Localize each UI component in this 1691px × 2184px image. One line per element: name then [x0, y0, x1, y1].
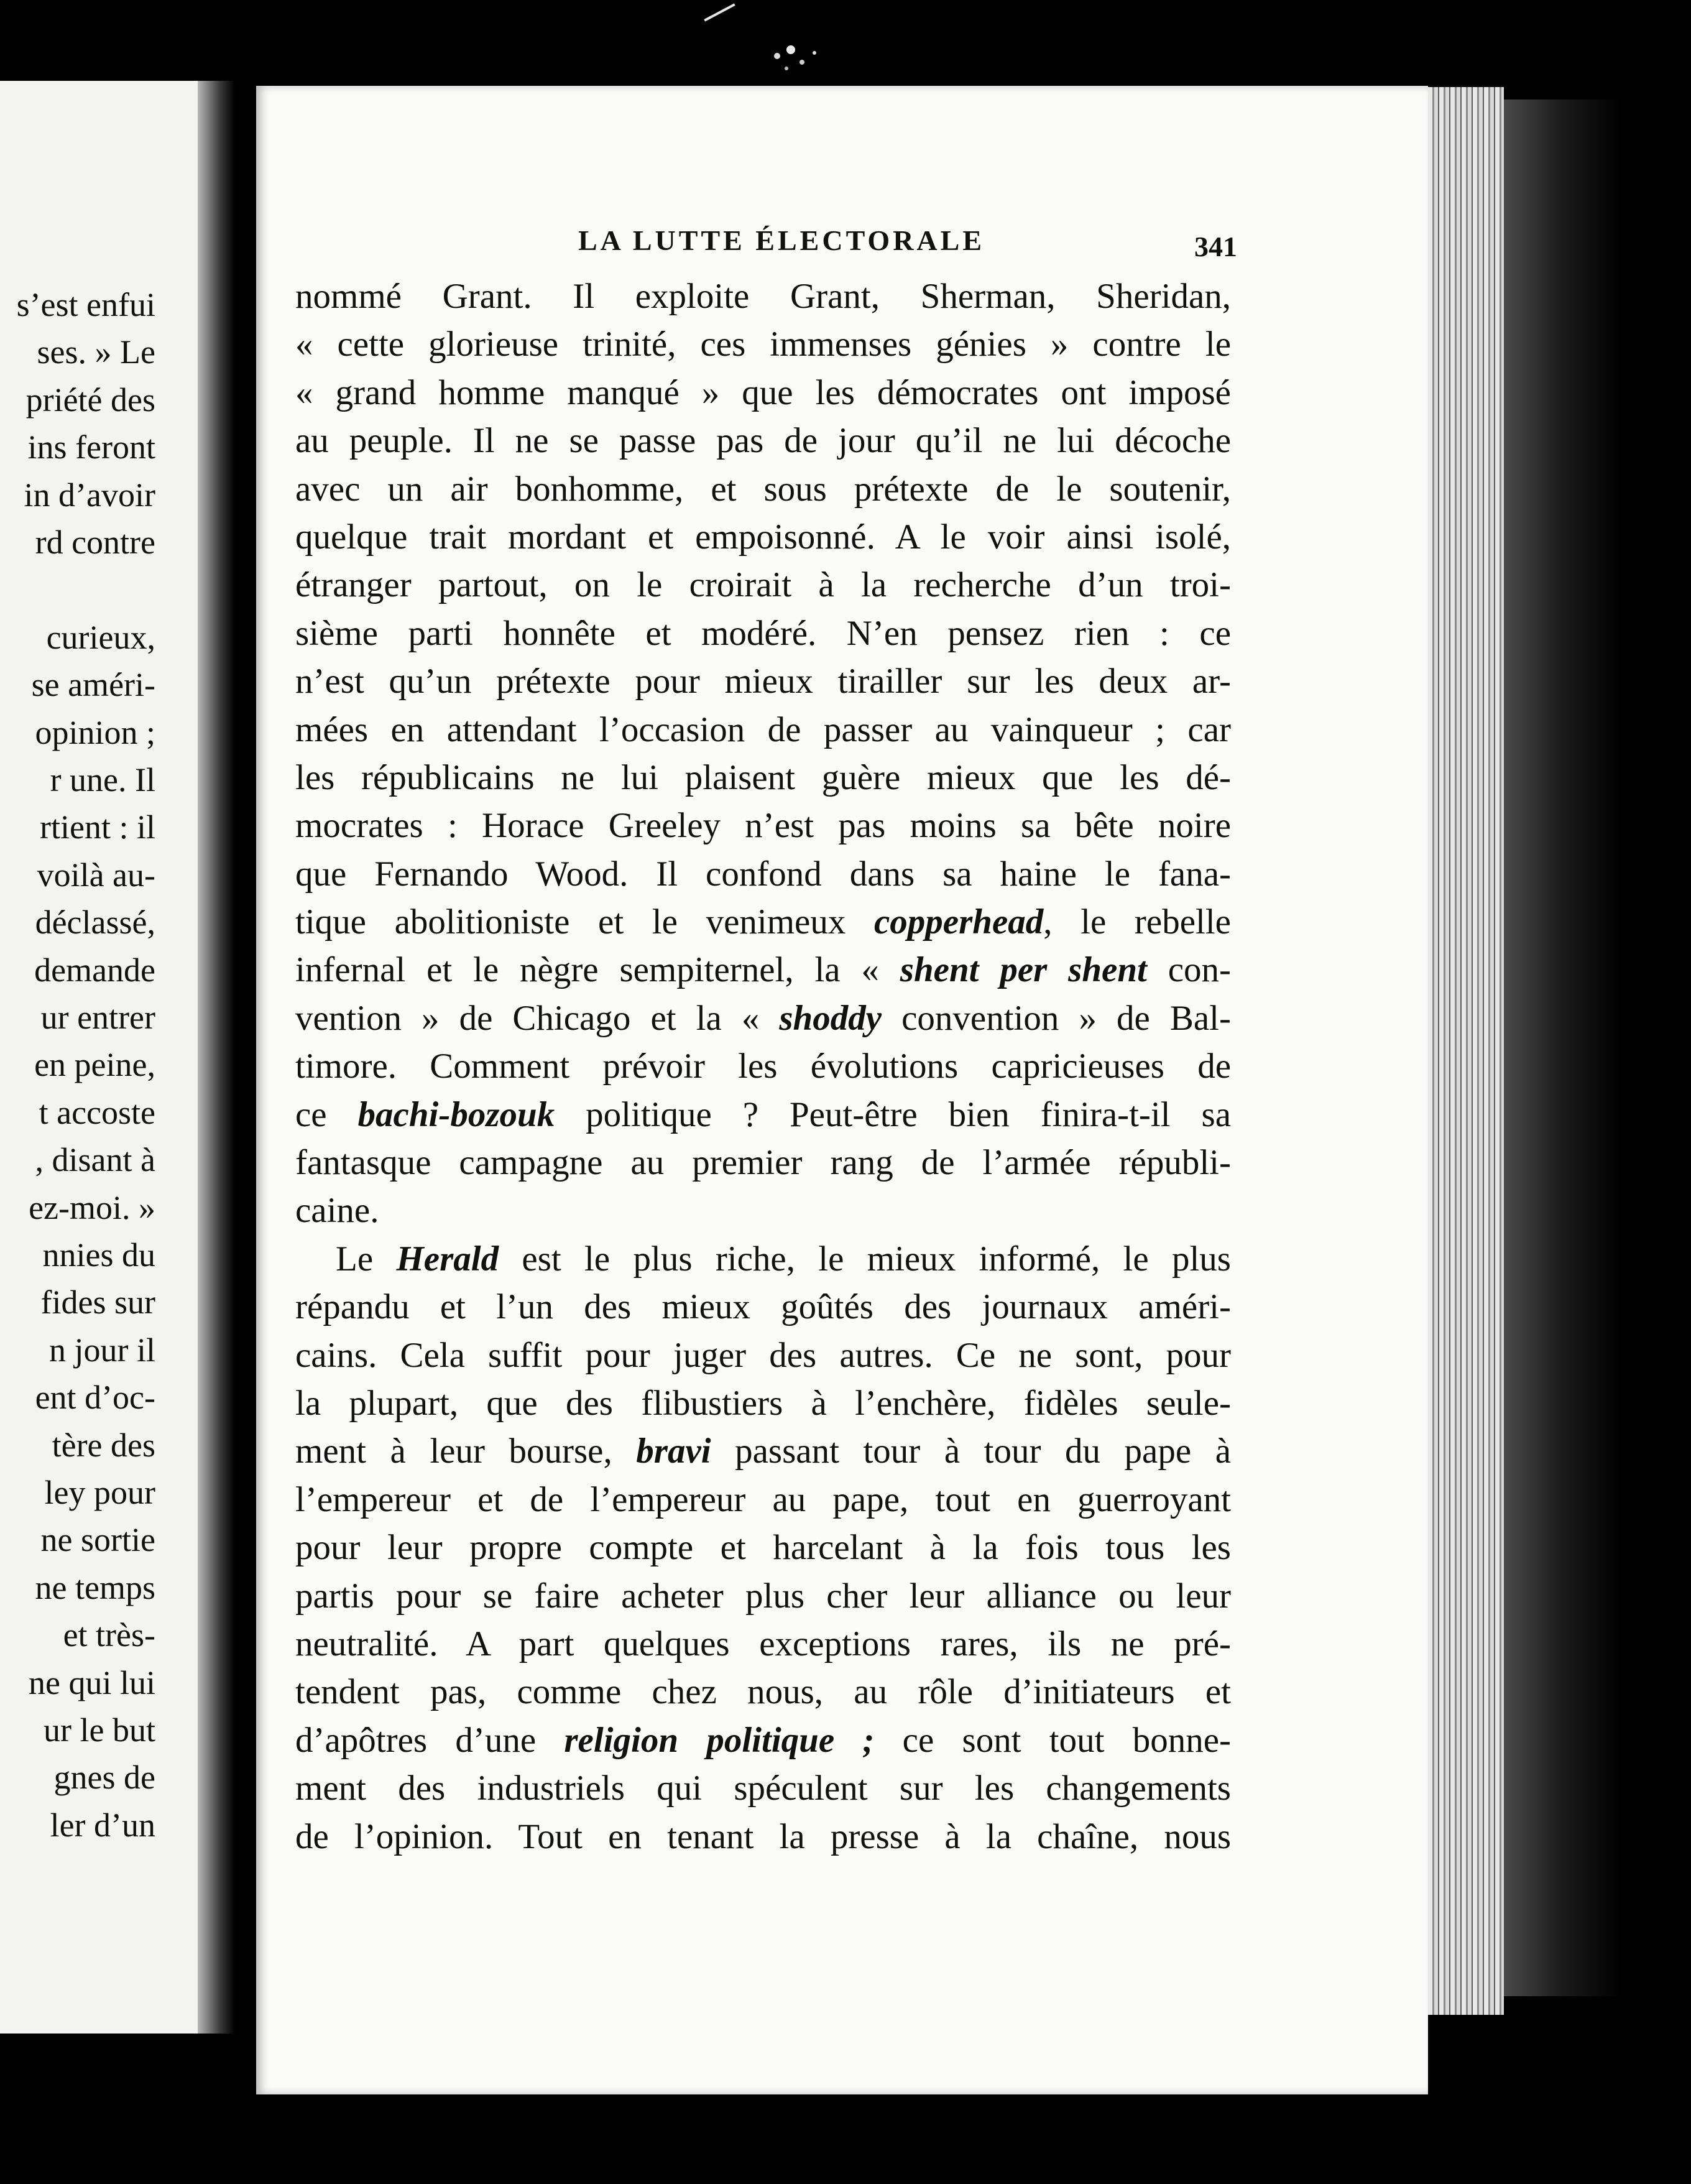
book-gutter	[198, 81, 235, 2034]
facing-page-fragment: opinion ;	[35, 713, 155, 751]
facing-page-fragment: in d’avoir	[24, 476, 155, 514]
text-line: tendent pas, comme chez nous, au rôle d’initiateurs et	[295, 1672, 1231, 1712]
text-line: « cette glorieuse trinité, ces immenses génies » contre le	[295, 325, 1231, 364]
text-line: timore. Comment prévoir les évolutions capricieuses de	[295, 1047, 1231, 1086]
facing-page-fragment: déclassé,	[35, 904, 155, 942]
text-line: au peuple. Il ne se passe pas de jour qu’il ne lui décoche	[295, 421, 1231, 461]
italic-term: Herald	[396, 1239, 499, 1279]
text-line: les républicains ne lui plaisent guère mieux que les dé-	[295, 757, 1231, 797]
italic-term: religion politique ;	[564, 1720, 875, 1760]
text-line: répandu et l’un des mieux goûtés des journaux améri-	[295, 1287, 1231, 1327]
text-line: ment à leur bourse, bravi passant tour à tour du pape à	[295, 1432, 1231, 1471]
text-line: nommé Grant. Il exploite Grant, Sherman, Sheridan,	[295, 277, 1231, 316]
text-line: neutralité. A part quelques exceptions rares, ils ne pré-	[295, 1624, 1231, 1663]
facing-page-fragment: ur le but	[44, 1711, 155, 1749]
text-line: ce bachi-bozouk politique ? Peut-être bien finira-t-il sa	[295, 1094, 1231, 1134]
text-line: « grand homme manqué » que les démocrates ont imposé	[295, 372, 1231, 412]
text-line: caine.	[295, 1191, 379, 1231]
italic-term: shent per shent	[900, 950, 1147, 990]
facing-page-fragment: s’est enfui	[16, 286, 155, 323]
facing-page-fragment: gnes de	[53, 1759, 155, 1797]
facing-page-fragment: t accoste	[39, 1093, 155, 1131]
facing-page-fragment: ins feront	[27, 428, 155, 466]
facing-page-fragment: ler d’un	[50, 1806, 155, 1844]
text-line: étranger partout, on le croirait à la recherche d’un troi-	[295, 565, 1231, 605]
text-line: n’est qu’un prétexte pour mieux tirailler sur les deux ar-	[295, 662, 1231, 701]
text-line: mées en attendant l’occasion de passer au vainqueur ; car	[295, 710, 1231, 749]
text-line: la plupart, que des flibustiers à l’enchère, fidèles seule-	[295, 1383, 1231, 1423]
facing-page-fragment: ley pour	[44, 1474, 155, 1511]
facing-page-fragment: ur entrer	[40, 999, 155, 1036]
facing-page-fragment: ne qui lui	[29, 1663, 155, 1701]
text-line: partis pour se faire acheter plus cher leur alliance ou leur	[295, 1576, 1231, 1616]
text-line: de l’opinion. Tout en tenant la presse à la chaîne, nous	[295, 1816, 1231, 1856]
facing-page-fragment: et très-	[63, 1616, 155, 1654]
facing-page-fragment: fides sur	[40, 1284, 155, 1321]
facing-page-fragment: nnies du	[42, 1236, 155, 1274]
facing-page-fragment: voilà au-	[37, 856, 155, 894]
facing-page-fragment: curieux,	[46, 618, 155, 656]
text-line: infernal et le nègre sempiternel, la « shent per shent con-	[295, 950, 1231, 990]
text-line: que Fernando Wood. Il confond dans sa haine le fana-	[295, 854, 1231, 894]
italic-term: copperhead	[873, 902, 1044, 942]
facing-page-fragment: rtient : il	[40, 808, 155, 846]
italic-term: bravi	[636, 1432, 711, 1471]
book-edge-shadow	[1504, 99, 1622, 1996]
facing-page-fragment: tère des	[52, 1426, 155, 1464]
text-line: ment des industriels qui spéculent sur les changements	[295, 1769, 1231, 1808]
text-line: fantasque campagne au premier rang de l’armée républi-	[295, 1143, 1231, 1183]
text-line: mocrates : Horace Greeley n’est pas moins sa bête noire	[295, 806, 1231, 846]
page-number: 341	[1194, 231, 1237, 262]
facing-page-fragment: se améri-	[31, 666, 155, 704]
text-line: quelque trait mordant et empoisonné. A le voir ainsi isolé,	[295, 517, 1231, 557]
text-line: vention » de Chicago et la « shoddy convention » de Bal-	[295, 998, 1231, 1038]
facing-page	[0, 81, 198, 2034]
facing-page-fragment: ses. » Le	[37, 333, 155, 371]
facing-page-fragment: ez-moi. »	[29, 1188, 155, 1226]
text-line: avec un air bonhomme, et sous prétexte de le soutenir,	[295, 469, 1231, 509]
text-line: sième parti honnête et modéré. N’en pensez rien : ce	[295, 613, 1231, 653]
scan-specks	[752, 25, 852, 81]
text-line: l’empereur et de l’empereur au pape, tout en guerroyant	[295, 1479, 1231, 1519]
running-head: LA LUTTE ÉLECTORALE	[578, 224, 985, 256]
text-line: d’apôtres d’une religion politique ; ce sont tout bonne-	[295, 1720, 1231, 1760]
facing-page-fragment: en peine,	[34, 1046, 155, 1084]
facing-page-fragment: rd contre	[35, 524, 155, 561]
facing-page-fragment: demande	[34, 951, 155, 989]
facing-page-fragment: n jour il	[49, 1331, 155, 1369]
facing-page-fragment: ent d’oc-	[35, 1379, 155, 1417]
scan-artifact	[704, 3, 735, 21]
facing-page-fragment: priété des	[25, 381, 155, 419]
body-text	[295, 272, 1231, 1861]
text-line: tique abolitioniste et le venimeux copperhead, le rebelle	[295, 902, 1231, 942]
page-edges	[1428, 87, 1504, 2015]
italic-term: bachi-bozouk	[357, 1094, 555, 1134]
facing-page-fragment: r une. Il	[50, 761, 155, 798]
italic-term: shoddy	[779, 998, 882, 1038]
text-line: Le Herald est le plus riche, le mieux informé, le plus	[336, 1239, 1231, 1279]
text-line: cains. Cela suffit pour juger des autres. Ce ne sont, pour	[295, 1335, 1231, 1375]
text-line: pour leur propre compte et harcelant à la fois tous les	[295, 1528, 1231, 1568]
facing-page-fragment: ne sortie	[40, 1521, 155, 1559]
facing-page-fragment: ne temps	[35, 1568, 155, 1606]
facing-page-fragment: , disant à	[35, 1141, 155, 1179]
